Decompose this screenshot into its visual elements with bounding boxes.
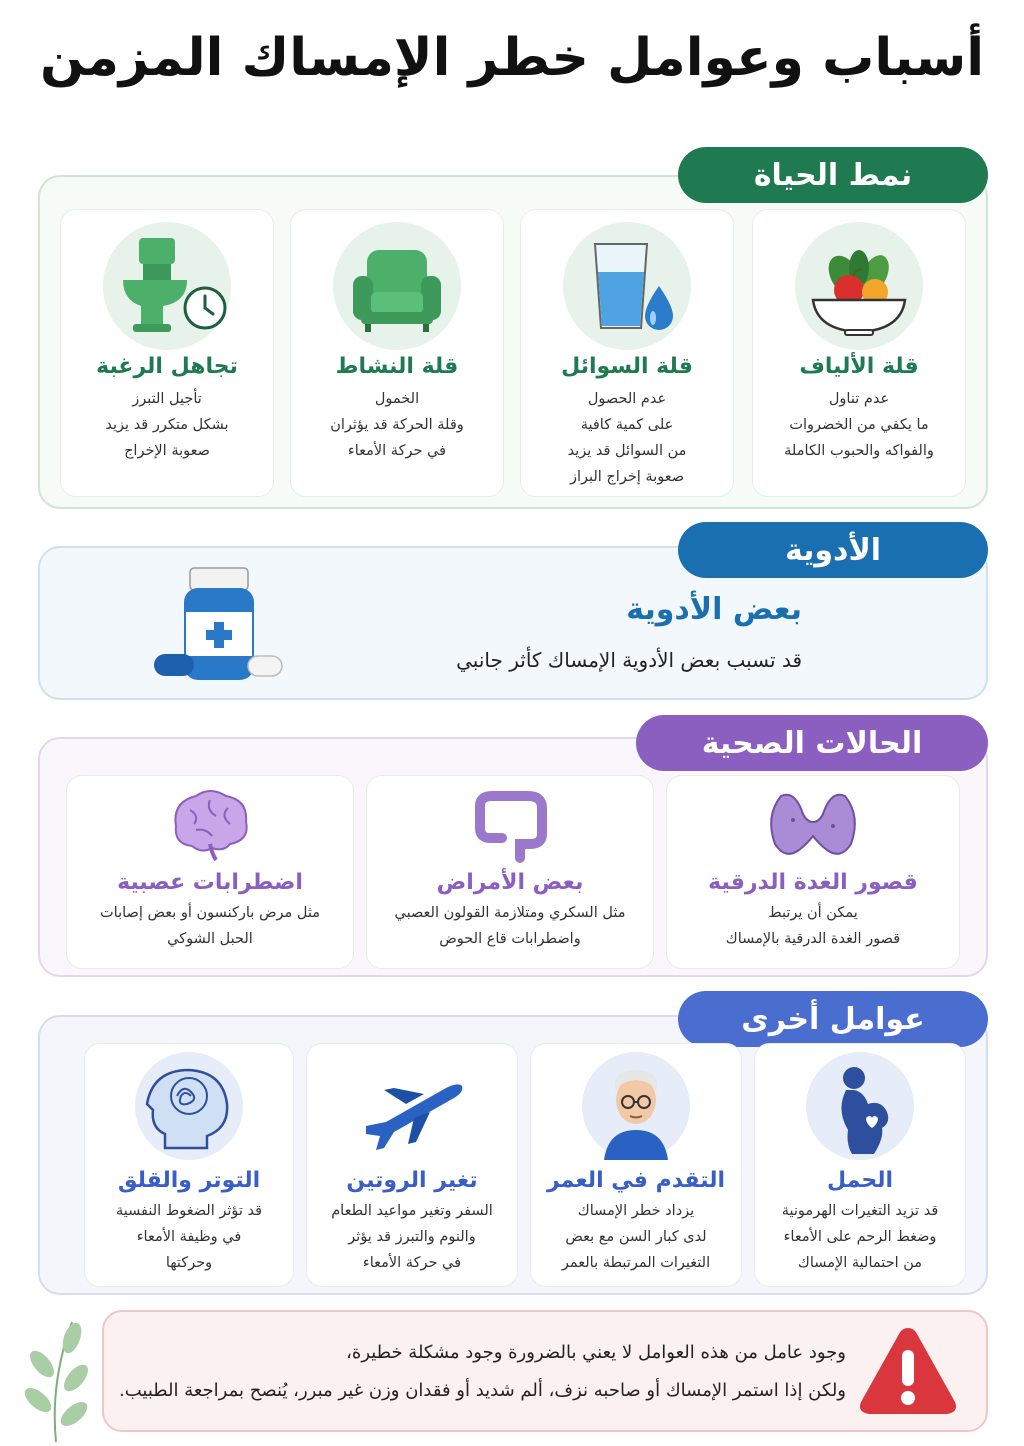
card-urge-desc: تأجيل التبرز بشكل متكرر قد يزيد صعوبة الإخراج (105, 391, 229, 459)
card-stress (84, 1043, 294, 1287)
warning-line-2: ولكن إذا استمر الإمساك أو صاحبه نزف، ألم شديد أو فقدان وزن غير مبرر، يُنصح بمراجعة الطبيب. (118, 1380, 846, 1401)
card-fluids (520, 209, 734, 497)
medications-desc: قد تسبب بعض الأدوية الإمساك كأثر جانبي (456, 648, 802, 672)
page-title: أسباب وعوامل خطر الإمساك المزمن (39, 28, 985, 88)
card-pregnancy-desc: قد تزيد التغيرات الهرمونية وضغط الرحم على الأمعاء من احتمالية الإمساك (781, 1203, 939, 1271)
card-activity (290, 209, 504, 497)
lifestyle-heading: نمط الحياة (678, 147, 988, 203)
toilet-clock-icon (103, 222, 231, 350)
card-urge (60, 209, 274, 497)
medications-section (38, 532, 988, 700)
other-factors-heading: عوامل أخرى (678, 991, 988, 1047)
warning-line-1: وجود عامل من هذه العوامل لا يعني بالضرورة وجود مشكلة خطيرة، (346, 1342, 846, 1363)
card-routine-desc: السفر وتغير مواعيد الطعام والنوم والتبرز قد يؤثر في حركة الأمعاء (331, 1203, 493, 1271)
card-aging-desc: يزداد خطر الإمساك لدى كبار السن مع بعض التغيرات المرتبطة بالعمر (561, 1203, 711, 1271)
card-thyroid (666, 775, 960, 969)
water-glass-icon (563, 222, 691, 350)
armchair-icon (333, 222, 461, 350)
brain-icon (160, 786, 260, 866)
card-fiber (752, 209, 966, 497)
card-routine (306, 1043, 518, 1287)
health-conditions-heading: الحالات الصحية (636, 715, 988, 771)
fiber-bowl-icon (795, 222, 923, 350)
card-neuro-title: اضطرابات عصبية (117, 870, 303, 895)
card-stress-title: التوتر والقلق (117, 1168, 261, 1193)
card-diseases (366, 775, 654, 969)
card-aging (530, 1043, 742, 1287)
lifestyle-section (38, 157, 988, 509)
medications-heading: الأدوية (678, 522, 988, 578)
card-aging-title: التقدم في العمر (546, 1168, 726, 1193)
card-neuro (66, 775, 354, 969)
warning-box (102, 1310, 988, 1432)
card-thyroid-title: قصور الغدة الدرقية (708, 870, 918, 895)
card-urge-title: تجاهل الرغبة (96, 354, 238, 379)
airplane-icon (358, 1052, 466, 1160)
card-thyroid-desc: يمكن أن يرتبط قصور الغدة الدرقية بالإمساك (725, 905, 901, 947)
card-fluids-title: قلة السوائل (561, 354, 693, 379)
thyroid-icon (763, 786, 863, 866)
card-activity-title: قلة النشاط (335, 354, 459, 379)
medicine-bottle-icon (152, 564, 292, 688)
card-routine-title: تغير الروتين (346, 1168, 478, 1193)
card-diseases-title: بعض الأمراض (436, 870, 584, 895)
card-pregnancy (754, 1043, 966, 1287)
leaves-decoration-icon (16, 1318, 96, 1444)
medications-title: بعض الأدوية (626, 592, 802, 627)
card-neuro-desc: مثل مرض باركنسون أو بعض إصابات الحبل الشوكي (100, 905, 320, 947)
other-factors-section (38, 1001, 988, 1295)
card-stress-desc: قد تؤثر الضغوط النفسية في وظيفة الأمعاء وحركتها (115, 1203, 263, 1271)
elderly-man-icon (582, 1052, 690, 1160)
card-fluids-desc: عدم الحصول على كمية كافية من السوائل قد يزيد صعوبة إخراج البراز (567, 391, 687, 485)
card-fiber-desc: عدم تناول ما يكفي من الخضروات والفواكه والحبوب الكاملة (784, 391, 934, 459)
warning-triangle-icon (858, 1324, 958, 1416)
card-pregnancy-title: الحمل (826, 1168, 894, 1193)
card-fiber-title: قلة الألياف (799, 354, 919, 379)
card-diseases-desc: مثل السكري ومتلازمة القولون العصبي واضطرابات قاع الحوض (394, 905, 626, 947)
intestine-icon (460, 786, 560, 866)
card-activity-desc: الخمول وقلة الحركة قد يؤثران في حركة الأمعاء (330, 391, 464, 459)
health-conditions-section (38, 725, 988, 977)
stress-head-icon (135, 1052, 243, 1160)
pregnant-woman-icon (806, 1052, 914, 1160)
